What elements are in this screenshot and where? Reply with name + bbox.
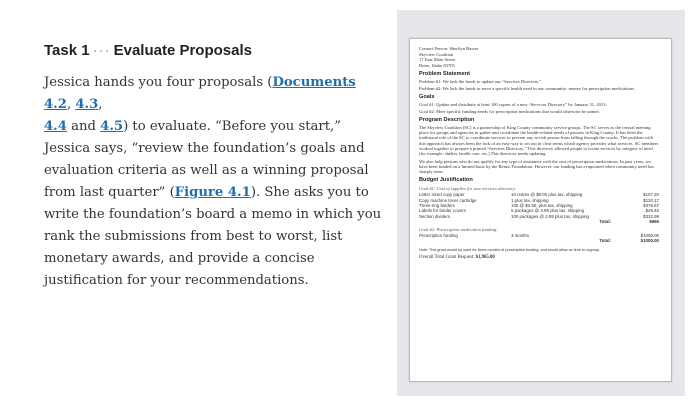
total-label: Total: (599, 238, 611, 244)
budget-item: Letter sized copy paper (419, 192, 465, 198)
budget-amount: $107.20 (643, 192, 659, 198)
task-heading (44, 42, 252, 59)
program-paragraph-1: The Skyview Coalition (SC) is a partnership of King County community service groups. The SC serves as the central meeting place for groups and agencies to gather and coordinate the health-related needs of persons in King County. It has been the traditional role of the SC to coordinate services to prevent any at-risk person from falling through the cracks. The problem with this approach has always been the lack of an easy way to set out in clear terms which agency provides what services. SC members worked together to prepare a printed “Services Directory.” This directory allowed people to locate services by category of need (for example, shelter, health care, etc.) This directory needs updating. (419, 124, 659, 157)
budget-goal-2-label: Goal #2: Prescription medication funding: (419, 226, 498, 232)
para-text-1: Jessica hands you four proposals ( (44, 75, 273, 90)
overall-total-value: $1,965.00 (475, 255, 495, 260)
link-document-4-4[interactable]: 4.4 (44, 119, 67, 134)
link-document-4-5[interactable]: 4.5 (100, 119, 124, 134)
budget-amount: $332.99 (643, 213, 659, 219)
contact-line: 17 East Main Street (419, 57, 456, 63)
budget-amount: $378.67 (643, 202, 659, 208)
problem-2: Problem #2: We lack the funds to serve a specific health need in our community: money for prescription medications. (419, 86, 636, 92)
program-description-heading: Program Description (419, 117, 475, 124)
contact-block (419, 46, 671, 68)
link-figure-4-1[interactable]: Figure 4.1 (174, 185, 251, 200)
overall-total-label: Overall Total Grant Request: (419, 255, 476, 260)
total-label: Total: (599, 219, 611, 225)
contact-line: Boise, Idaho 83705 (419, 62, 455, 68)
budget-desc: 100 packages @ 2.99 plus tax, shipping (511, 213, 589, 219)
para-text-2: ) to evaluate. “Before you start,” Jessica says, “review the foundation’s goals and evaluation criteria as well as a winning proposal from last quarter” ( (44, 119, 369, 200)
goal-2: Goal #2: Meet specific funding needs for prescription medications that would otherwise be unmet. (419, 109, 600, 115)
task-number: Task 1 (44, 42, 90, 59)
task-title: Evaluate Proposals (113, 42, 252, 59)
budget-item: Prescription funding (419, 232, 458, 238)
budget-item: Three-ring binders (419, 202, 455, 208)
heading-separator: ··· (92, 42, 111, 59)
budget-desc: 5 packages @ 3.99 plus tax, shipping (511, 208, 585, 214)
para-sep-2: , (98, 97, 103, 112)
problem-statement-heading: Problem Statement (419, 71, 470, 78)
budget-table-2 (419, 233, 659, 244)
budget-table-1 (419, 192, 659, 224)
problem-1: Problem #1: We lack the funds to update our “Services Directory.” (419, 78, 542, 84)
budget-justification-heading: Budget Justification (419, 177, 473, 184)
budget-desc: 1 plus tax, shipping (511, 197, 549, 203)
para-sep-1: , (66, 97, 76, 112)
contact-line: Skyview Coalition (419, 51, 454, 57)
total-row (419, 238, 659, 243)
budget-amount: $25.45 (645, 208, 659, 214)
grant-note: Note: This grant would by used for three months of prescription funding, and would allow us time to regroup. (419, 247, 601, 252)
budget-item: Labels for binder covers (419, 208, 466, 214)
budget-amount: $1000.00 (640, 232, 659, 238)
link-document-4-3[interactable]: 4.3 (75, 97, 99, 112)
goals-heading: Goals (419, 94, 435, 101)
link-document-4-2[interactable]: Documents 4.2 (44, 75, 356, 112)
total-amount: $1000.00 (640, 238, 659, 244)
contact-line: Contact Person: Sherilyn Baxter (419, 46, 479, 51)
para-text-3: ). She asks you to write the foundation’s board a memo in which you rank the submissions from best to worst, list monetary awards, and provide a concise justification for your recommendations. (44, 185, 382, 288)
budget-item: Section dividers (419, 213, 450, 219)
total-amount: $965 (649, 219, 659, 225)
budget-desc: 10 reams @ $9.00 plus tax, shipping (511, 192, 583, 198)
para-and: and (66, 119, 101, 134)
proposal-document (409, 38, 672, 382)
budget-amount: $120.17 (643, 197, 659, 203)
task-paragraph (44, 72, 384, 292)
overall-total (419, 255, 671, 260)
total-row (419, 219, 659, 224)
program-paragraph-2: We also help persons who do not qualify for any type of assistance with the cost of prescription medications. In past years, we have been funded on a limited basis by the Renzo Foundation. However, our funding has evaporated when community need has sharply risen. (419, 158, 654, 175)
budget-item: Copy machine toner cartridge (419, 197, 477, 203)
goal-1: Goal #1: Update and distribute at least 100 copies of a new “Services Directory” by January 31, 2013. (419, 101, 607, 107)
budget-desc: 100 @ $3.50, plus tax, shipping (511, 202, 573, 208)
budget-desc: 3 months (511, 232, 530, 238)
budget-goal-1-label: Goal #1: Cost of supplies for new services directory: (419, 185, 517, 191)
